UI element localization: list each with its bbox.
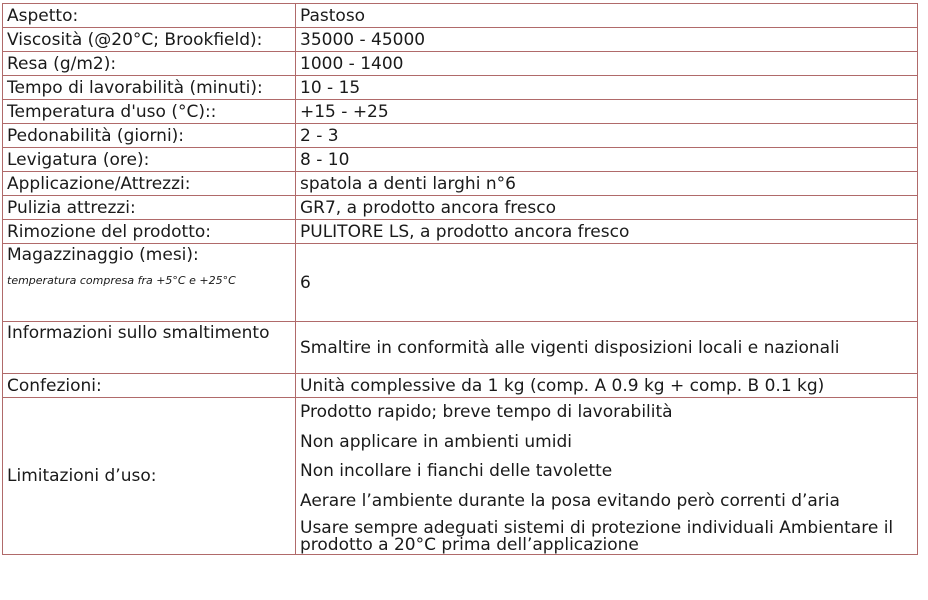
row-label: Levigatura (ore):	[3, 148, 296, 172]
table-row	[3, 220, 918, 244]
row-label: Temperatura d'uso (°C)::	[3, 100, 296, 124]
table-row	[3, 76, 918, 100]
row-label: Resa (g/m2):	[3, 52, 296, 76]
limitation-item: Non incollare i fianchi delle tavolette	[300, 461, 613, 481]
packaging-row	[3, 374, 918, 398]
limitation-item: Aerare l’ambiente durante la posa evitando però correnti d’aria	[300, 490, 840, 511]
storage-label: Magazzinaggio (mesi):	[7, 245, 199, 265]
table-row	[3, 52, 918, 76]
row-value: 1000 - 1400	[296, 52, 918, 76]
row-value: GR7, a prodotto ancora fresco	[296, 196, 918, 220]
limitations-row	[3, 398, 918, 555]
table-row	[3, 124, 918, 148]
row-value: 2 - 3	[296, 124, 918, 148]
table-row	[3, 100, 918, 124]
table-row	[3, 148, 918, 172]
disposal-value: Smaltire in conformità alle vigenti disposizioni locali e nazionali	[296, 322, 918, 374]
limitation-item: Prodotto rapido; breve tempo di lavorabilità	[300, 402, 673, 422]
row-label: Pedonabilità (giorni):	[3, 124, 296, 148]
row-value: PULITORE LS, a prodotto ancora fresco	[296, 220, 918, 244]
row-label: Pulizia attrezzi:	[3, 196, 296, 220]
storage-note: temperatura compresa fra +5°C e +25°C	[7, 274, 236, 287]
table-row	[3, 28, 918, 52]
row-value: 8 - 10	[296, 148, 918, 172]
row-value: spatola a denti larghi n°6	[296, 172, 918, 196]
row-value: +15 - +25	[296, 100, 918, 124]
limitations-label: Limitazioni d’uso:	[3, 398, 296, 555]
disposal-row	[3, 322, 918, 374]
technical-data-table	[2, 3, 918, 555]
storage-row	[3, 244, 918, 322]
row-value: 10 - 15	[296, 76, 918, 100]
packaging-label: Confezioni:	[3, 374, 296, 398]
row-label: Viscosità (@20°C; Brookfield):	[3, 28, 296, 52]
packaging-value: Unità complessive da 1 kg (comp. A 0.9 kg + comp. B 0.1 kg)	[296, 374, 918, 398]
table-row	[3, 172, 918, 196]
row-label: Tempo di lavorabilità (minuti):	[3, 76, 296, 100]
table-row	[3, 4, 918, 28]
storage-value: 6	[296, 244, 918, 322]
limitation-item: Non applicare in ambienti umidi	[300, 431, 572, 452]
storage-label-cell	[3, 244, 296, 322]
limitation-item: Usare sempre adeguati sistemi di protezione individuali Ambientare il prodotto a 20°C prima dell’applicazione	[300, 518, 894, 555]
row-label: Rimozione del prodotto:	[3, 220, 296, 244]
row-label: Aspetto:	[3, 4, 296, 28]
limitations-list	[296, 398, 918, 555]
table-row	[3, 196, 918, 220]
disposal-label: Informazioni sullo smaltimento	[3, 322, 296, 374]
row-value: 35000 - 45000	[296, 28, 918, 52]
row-label: Applicazione/Attrezzi:	[3, 172, 296, 196]
row-value: Pastoso	[296, 4, 918, 28]
